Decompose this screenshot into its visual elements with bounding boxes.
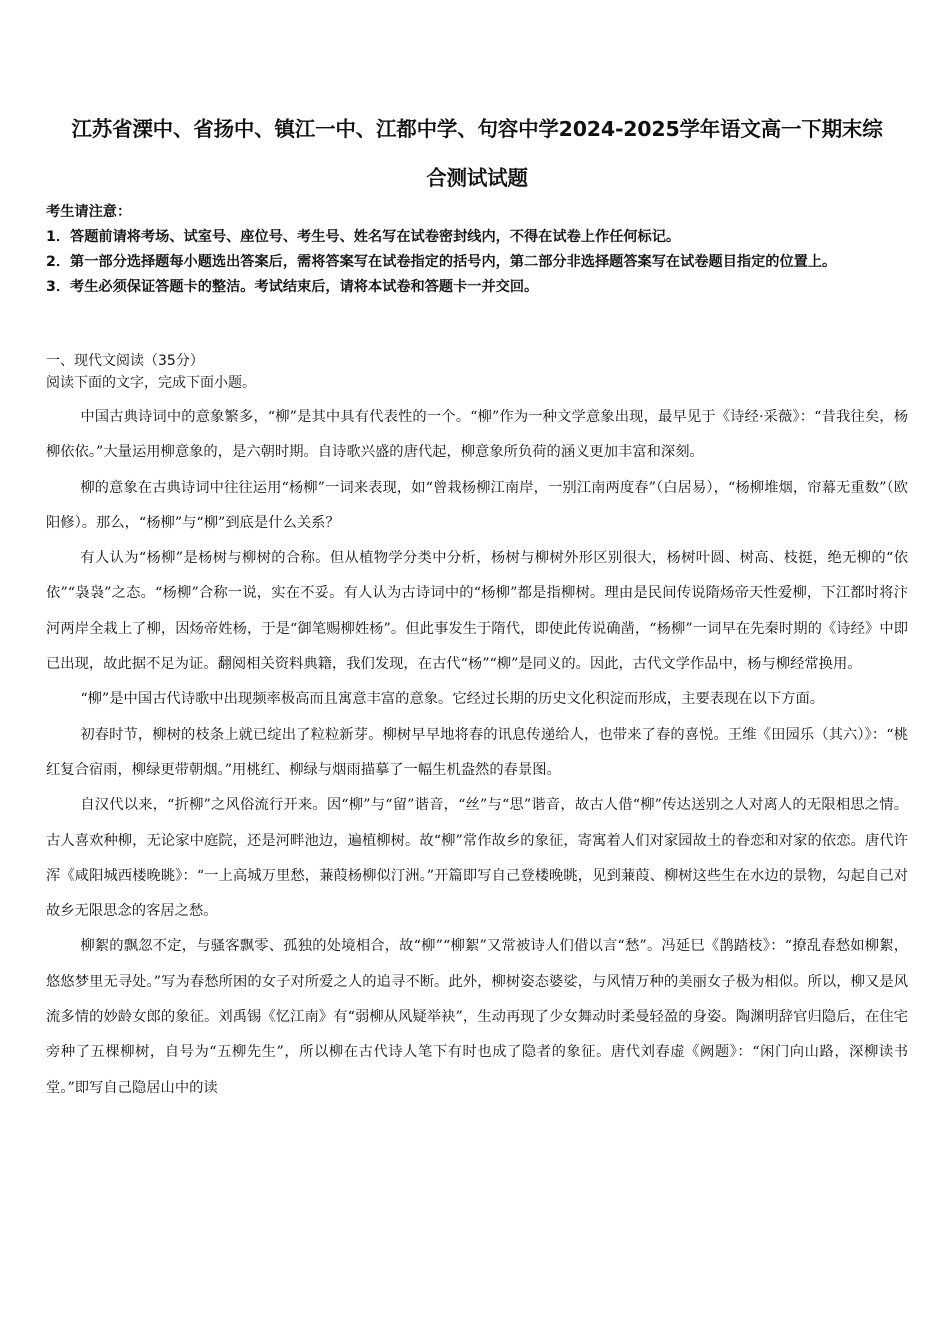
passage-paragraph-1: 中国古典诗词中的意象繁多，“柳”是其中具有代表性的一个。“柳”作为一种文学意象出现，最早见于《诗经·采薇》：“昔我往矣，杨柳依依。”大量运用柳意象的，是六朝时期。自诗歌兴盛的唐代起，柳意象所负荷的涵义更加丰富和深刻。 [46, 409, 908, 461]
notice-heading: 考生请注意： [46, 204, 132, 220]
document-title-line-1: 江苏省溧中、省扬中、镇江一中、江都中学、句容中学2024-2025学年语文高一下期末综 [71, 117, 883, 141]
passage-paragraph-5: 初春时节，柳树的枝条上就已绽出了粒粒新芽。柳树早早地将春的讯息传递给人，也带来了春的喜悦。王维《田园乐（其六）》：“桃红复合宿雨，柳绿更带朝烟。”用桃红、柳绿与烟雨描摹了一幅生机盎然的春景图。 [46, 726, 908, 778]
section-heading: 一、现代文阅读（35分） [46, 353, 204, 369]
passage-paragraph-2: 柳的意象在古典诗词中往往运用“杨柳”一词来表现，如“曾栽杨柳江南岸，一别江南两度春”（白居易），“杨柳堆烟，帘幕无重数”（欧阳修）。那么，“杨柳”与“柳”到底是什么关系？ [46, 479, 908, 531]
document-title-line-2: 合测试试题 [426, 166, 528, 190]
reading-section [46, 350, 908, 1106]
passage-paragraph-6: 自汉代以来，“折柳”之风俗流行开来。因“柳”与“留”谐音，“丝”与“思”谐音，故古人借“柳”传达送别之人对离人的无限相思之情。古人喜欢种柳，无论家中庭院，还是河畔池边，遍植柳树。故“柳”常作故乡的象征，寄寓着人们对家园故土的眷恋和对家的依恋。唐代许浑《咸阳城西楼晚眺》：“一上高城万里愁，蒹葭杨柳似汀洲。”开篇即写自己登楼晚眺，见到蒹葭、柳树这些生在水边的景物，勾起自己对故乡无限思念的客居之愁。 [46, 797, 908, 920]
reading-passage [46, 400, 908, 1106]
notice-item-2: 2．第一部分选择题每小题选出答案后，需将答案写在试卷指定的括号内，第二部分非选择题答案写在试卷题目指定的位置上。 [46, 254, 837, 270]
passage-paragraph-4: “柳”是中国古代诗歌中出现频率极高而且寓意丰富的意象。它经过长期的历史文化积淀而形成，主要表现在以下方面。 [80, 691, 825, 708]
section-instruction: 阅读下面的文字，完成下面小题。 [46, 375, 256, 391]
notice-item-3: 3．考生必须保证答题卡的整洁。考试结束后，请将本试卷和答题卡一并交回。 [46, 279, 539, 295]
notice-item-1: 1．答题前请将考场、试室号、座位号、考生号、姓名写在试卷密封线内，不得在试卷上作任何标记。 [46, 229, 681, 245]
passage-paragraph-3: 有人认为“杨柳”是杨树与柳树的合称。但从植物学分类中分析，杨树与柳树外形区别很大，杨树叶圆、树高、枝挺，绝无柳的“依依”“袅袅”之态。“杨柳”合称一说，实在不妥。有人认为古诗词中的“杨柳”都是指柳树。理由是民间传说隋炀帝天性爱柳，下江都时将汴河两岸全栽上了柳，因炀帝姓杨，于是“御笔赐柳姓杨”。但此事发生于隋代，即使此传说确凿，“杨柳”一词早在先秦时期的《诗经》中即已出现，故此据不足为证。翻阅相关资料典籍，我们发现，在古代“杨”“柳”是同义的。因此，古代文学作品中，杨与柳经常换用。 [46, 550, 908, 673]
exam-notice [46, 200, 908, 300]
passage-paragraph-7: 柳絮的飘忽不定，与骚客飘零、孤独的处境相合，故“柳”“柳絮”又常被诗人们借以言“愁”。冯延巳《鹊踏枝》：“撩乱春愁如柳絮，悠悠梦里无寻处。”写为春愁所困的女子对所爱之人的追寻不断。此外，柳树姿态婆娑，与风情万种的美丽女子极为相似。所以，柳又是风流多情的妙龄女郎的象征。刘禹锡《忆江南》有“弱柳从风疑举袂”，生动再现了少女舞动时柔曼轻盈的身姿。陶渊明辞官归隐后，在住宅旁种了五棵柳树，自号为“五柳先生”，所以柳在古代诗人笔下有时也成了隐者的象征。唐代刘春虚《阙题》：“闲门向山路，深柳读书堂。”即写自己隐居山中的读 [46, 938, 908, 1096]
